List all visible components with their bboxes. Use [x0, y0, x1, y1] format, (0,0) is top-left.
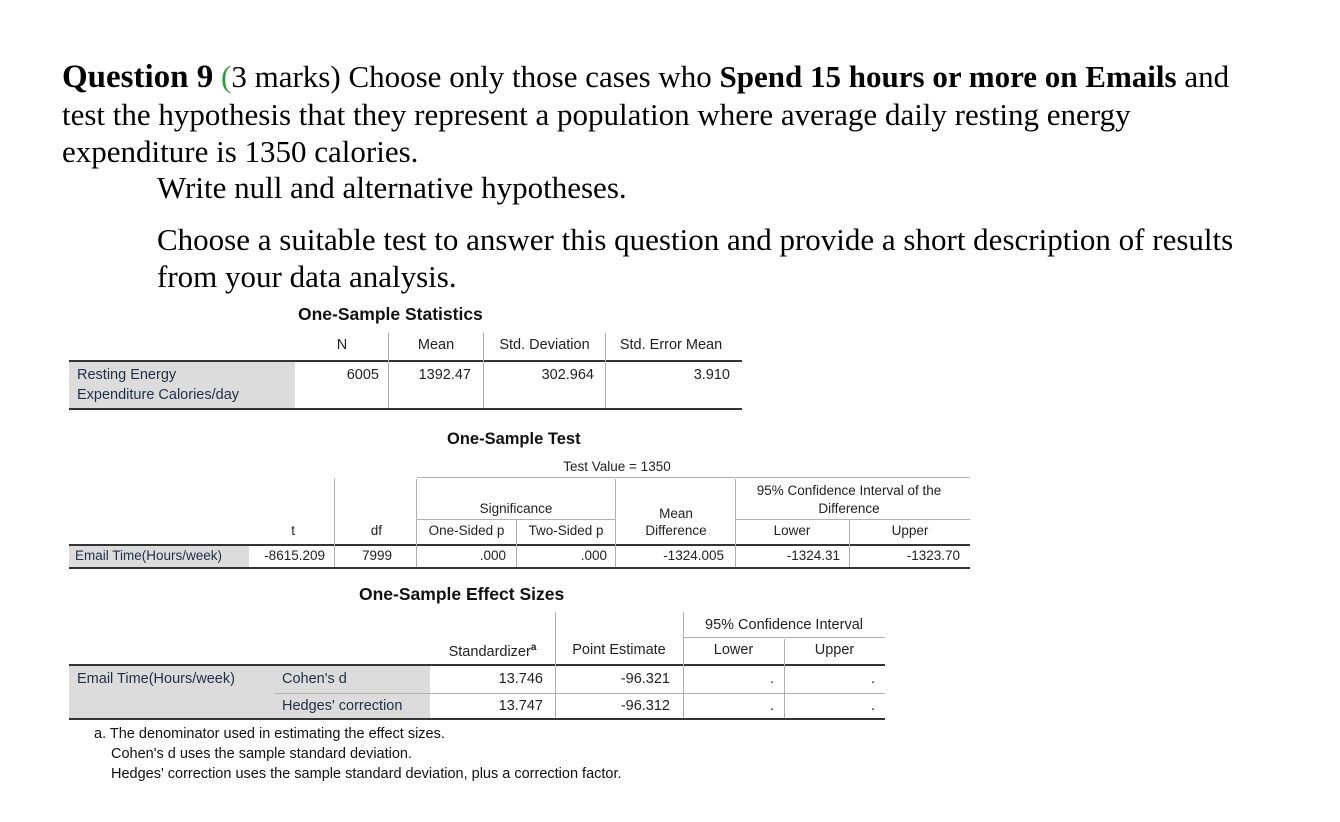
test-value-mean-difference: -1324.005 [663, 548, 724, 563]
stats-header-mean: Mean [417, 337, 455, 353]
footnote-cohens-d: Cohen's d uses the sample standard deviation. [111, 746, 413, 762]
effect-row-hedges-label: Hedges' correction [282, 698, 403, 714]
test-bottom-rule [69, 567, 970, 569]
question-line-1: Question 9 (3 marks) Choose only those cases who Spend 15 hours or more on Emails and [62, 59, 1230, 95]
test-value-lower: -1324.31 [786, 548, 840, 563]
question-text [62, 58, 1302, 170]
effect-hedges-lower: . [769, 698, 774, 714]
test-header-two-sided-p: Two-Sided p [528, 523, 604, 538]
stats-value-n: 6005 [346, 367, 379, 383]
test-header-one-sided-p: One-Sided p [428, 523, 505, 538]
footnote-marker: a [530, 642, 537, 653]
stats-header-std-deviation: Std. Deviation [499, 337, 590, 353]
test-value-one-sided-p: .000 [479, 548, 506, 563]
effect-bottom-rule [69, 718, 885, 720]
test-table-title: One-Sample Test [447, 430, 581, 448]
effect-hedges-standardizer: 13.747 [498, 698, 543, 714]
effect-hedges-point: -96.312 [620, 698, 670, 714]
test-ci-header-line-2: Difference [818, 501, 880, 516]
effect-row-label: Email Time(Hours/week) [77, 671, 235, 687]
stats-row-label-line-2: Expenditure Calories/day [77, 387, 240, 403]
effect-header-lower: Lower [713, 642, 754, 658]
stats-header-rule [69, 360, 742, 362]
effect-table-title: One-Sample Effect Sizes [359, 584, 565, 604]
task-test-line-1: Choose a suitable test to answer this question and provide a short description of results [157, 222, 1234, 257]
stats-value-std-error-mean: 3.910 [693, 367, 730, 383]
question-title: Question 9 [62, 59, 214, 95]
test-value-t: -8615.209 [264, 548, 325, 563]
stats-value-std-deviation: 302.964 [541, 367, 594, 383]
effect-cohens-d-standardizer: 13.746 [498, 671, 543, 687]
stats-row-label-line-1: Resting Energy [77, 367, 177, 383]
stats-table-title: One-Sample Statistics [298, 304, 483, 324]
footnote-hedges: Hedges' correction uses the sample standard deviation, plus a correction factor. [111, 766, 622, 782]
effect-cohens-d-point: -96.321 [620, 671, 670, 687]
test-value-label: Test Value = 1350 [563, 459, 671, 474]
test-header-t: t [291, 523, 295, 538]
stats-header-n: N [336, 337, 348, 353]
question-bold-phrase: Spend 15 hours or more on Emails [719, 59, 1177, 94]
effect-header-point-estimate: Point Estimate [572, 642, 666, 658]
effect-ci-header: 95% Confidence Interval [705, 617, 863, 633]
question-line-2: test the hypothesis that they represent a population where average daily resting energy [62, 97, 1131, 132]
test-ci-header-line-1: 95% Confidence Interval of the [756, 483, 942, 498]
question-line-3: expenditure is 1350 calories. [62, 134, 419, 169]
effect-header-standardizer: Standardizer$^a$ [448, 642, 537, 660]
stats-bottom-rule [69, 408, 742, 410]
test-header-upper: Upper [891, 523, 929, 538]
test-header-df: df [370, 523, 382, 538]
effect-hedges-upper: . [870, 698, 875, 714]
test-row-label: Email Time(Hours/week) [75, 548, 223, 563]
effect-cohens-d-upper: . [870, 671, 875, 687]
effect-row-cohens-d-label: Cohen's d [282, 671, 347, 687]
test-value-df: 7999 [361, 548, 392, 563]
test-significance-header: Significance [479, 501, 553, 516]
footnote-a: a. The denominator used in estimating the effect sizes. [94, 726, 445, 742]
test-mean-header-line-1: Mean [659, 506, 693, 521]
test-value-two-sided-p: .000 [580, 548, 607, 563]
effect-header-upper: Upper [814, 642, 855, 658]
task-test-line-2: from your data analysis. [157, 259, 457, 294]
test-mean-header-line-2: Difference [645, 523, 707, 538]
effect-cohens-d-lower: . [769, 671, 774, 687]
test-value-upper: -1323.70 [906, 548, 960, 563]
test-header-lower: Lower [773, 523, 811, 538]
stats-value-mean: 1392.47 [418, 367, 471, 383]
task-hypotheses: Write null and alternative hypotheses. [157, 170, 627, 205]
stats-header-std-error-mean: Std. Error Mean [619, 337, 723, 353]
question-marks: (3 marks) Choose only those cases who [221, 59, 720, 94]
